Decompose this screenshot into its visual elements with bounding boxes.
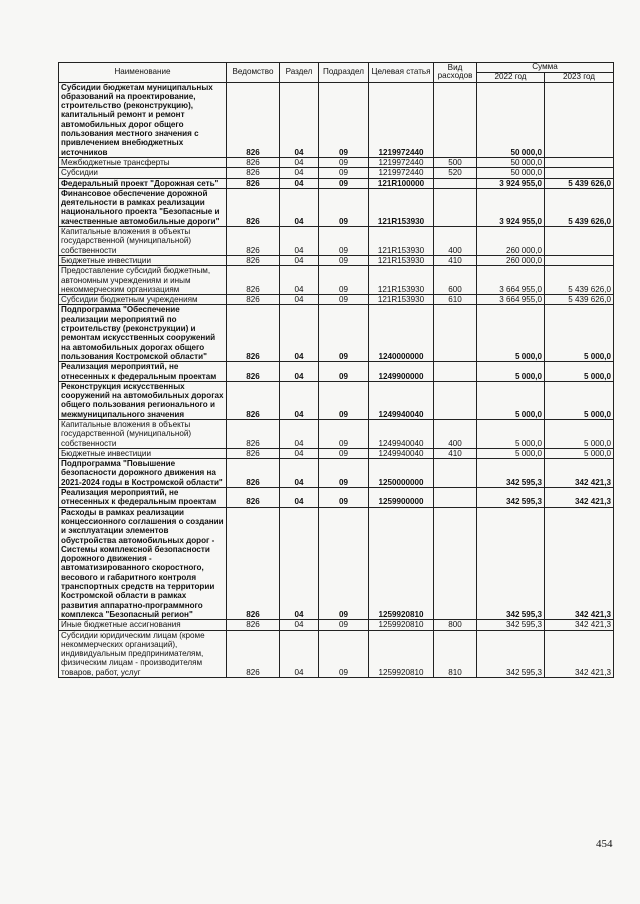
cell-target-article: 1249900000 <box>369 362 434 382</box>
cell-sum-2023 <box>545 255 614 265</box>
cell-ved: 826 <box>227 448 280 458</box>
cell-target-article: 1249940040 <box>369 448 434 458</box>
cell-sum-2022: 3 664 955,0 <box>477 295 545 305</box>
cell-ved: 826 <box>227 188 280 226</box>
cell-razdel: 04 <box>280 448 319 458</box>
cell-podrazdel: 09 <box>319 295 369 305</box>
cell-ved: 826 <box>227 419 280 448</box>
cell-podrazdel: 09 <box>319 488 369 508</box>
cell-razdel: 04 <box>280 227 319 256</box>
cell-razdel: 04 <box>280 419 319 448</box>
cell-sum-2022: 5 000,0 <box>477 362 545 382</box>
cell-expense-type <box>434 507 477 620</box>
cell-name: Субсидии бюджетам муниципальных образований на проектирование, строительство (реконструкцию), капитальный ремонт и ремонт автомобильных дорог общего пользования местного значения с привлечением внебюджетных источников <box>59 82 227 157</box>
cell-ved: 826 <box>227 459 280 488</box>
cell-sum-2023 <box>545 157 614 167</box>
cell-sum-2023 <box>545 227 614 256</box>
cell-sum-2023: 342 421,3 <box>545 620 614 630</box>
cell-expense-type <box>434 82 477 157</box>
cell-sum-2023: 5 000,0 <box>545 419 614 448</box>
cell-sum-2022: 50 000,0 <box>477 168 545 178</box>
header-target-article: Целевая статья <box>369 63 434 83</box>
cell-target-article: 1219972440 <box>369 82 434 157</box>
cell-name: Субсидии бюджетным учреждениям <box>59 295 227 305</box>
table-row <box>59 620 614 630</box>
cell-name: Финансовое обеспечение дорожной деятельности в рамках реализации национального проекта "Безопасные и качественные автомобильные дороги" <box>59 188 227 226</box>
table-row <box>59 381 614 419</box>
cell-target-article: 121R153930 <box>369 266 434 295</box>
table-row <box>59 227 614 256</box>
table-row <box>59 295 614 305</box>
cell-ved: 826 <box>227 381 280 419</box>
cell-sum-2022: 5 000,0 <box>477 448 545 458</box>
page-number: 454 <box>596 838 613 850</box>
cell-sum-2023: 5 439 626,0 <box>545 295 614 305</box>
cell-sum-2022: 5 000,0 <box>477 381 545 419</box>
cell-sum-2022: 3 924 955,0 <box>477 178 545 188</box>
cell-podrazdel: 09 <box>319 266 369 295</box>
cell-target-article: 1219972440 <box>369 168 434 178</box>
cell-sum-2022: 5 000,0 <box>477 419 545 448</box>
cell-sum-2023: 342 421,3 <box>545 488 614 508</box>
cell-name: Реализация мероприятий, не отнесенных к федеральным проектам <box>59 362 227 382</box>
cell-ved: 826 <box>227 178 280 188</box>
cell-expense-type: 410 <box>434 255 477 265</box>
cell-razdel: 04 <box>280 459 319 488</box>
cell-name: Иные бюджетные ассигнования <box>59 620 227 630</box>
table-row <box>59 157 614 167</box>
cell-sum-2022: 3 924 955,0 <box>477 188 545 226</box>
cell-ved: 826 <box>227 266 280 295</box>
cell-target-article: 1259900000 <box>369 488 434 508</box>
table-row <box>59 448 614 458</box>
cell-podrazdel: 09 <box>319 157 369 167</box>
cell-expense-type: 810 <box>434 630 477 677</box>
cell-target-article: 1259920810 <box>369 620 434 630</box>
cell-razdel: 04 <box>280 178 319 188</box>
cell-expense-type <box>434 488 477 508</box>
cell-target-article: 1249940040 <box>369 381 434 419</box>
cell-sum-2023: 5 000,0 <box>545 448 614 458</box>
table-row <box>59 630 614 677</box>
table-row <box>59 168 614 178</box>
cell-razdel: 04 <box>280 305 319 362</box>
cell-sum-2023: 342 421,3 <box>545 630 614 677</box>
cell-ved: 826 <box>227 227 280 256</box>
cell-expense-type <box>434 305 477 362</box>
cell-name: Бюджетные инвестиции <box>59 255 227 265</box>
cell-expense-type: 600 <box>434 266 477 295</box>
cell-name: Реконструкция искусственных сооружений на автомобильных дорогах общего пользования регионального и межмуниципального значения <box>59 381 227 419</box>
header-sum: Сумма <box>477 63 614 73</box>
cell-razdel: 04 <box>280 362 319 382</box>
cell-expense-type <box>434 188 477 226</box>
cell-target-article: 1250000000 <box>369 459 434 488</box>
cell-sum-2022: 50 000,0 <box>477 82 545 157</box>
cell-sum-2023 <box>545 82 614 157</box>
cell-expense-type: 400 <box>434 227 477 256</box>
cell-name: Субсидии <box>59 168 227 178</box>
cell-expense-type: 610 <box>434 295 477 305</box>
cell-expense-type: 410 <box>434 448 477 458</box>
cell-sum-2022: 342 595,3 <box>477 507 545 620</box>
table-row <box>59 362 614 382</box>
cell-podrazdel: 09 <box>319 188 369 226</box>
cell-name: Предоставление субсидий бюджетным, автономным учреждениям и иным некоммерческим организациям <box>59 266 227 295</box>
cell-sum-2022: 260 000,0 <box>477 255 545 265</box>
cell-expense-type <box>434 178 477 188</box>
cell-sum-2022: 260 000,0 <box>477 227 545 256</box>
cell-podrazdel: 09 <box>319 178 369 188</box>
cell-target-article: 1259920810 <box>369 630 434 677</box>
cell-name: Реализация мероприятий, не отнесенных к федеральным проектам <box>59 488 227 508</box>
cell-sum-2023 <box>545 168 614 178</box>
cell-ved: 826 <box>227 305 280 362</box>
cell-name: Расходы в рамках реализации концессионного соглашения о создании и эксплуатации элементов обустройства автомобильных дорог - Системы комплексной безопасности дорожного движения - автоматизированного скоростного, весового и габаритного контроля транспортных средств на территории Костромской области в рамках развития аппаратно-программного комплекса "Безопасный регион" <box>59 507 227 620</box>
cell-podrazdel: 09 <box>319 620 369 630</box>
cell-expense-type <box>434 381 477 419</box>
table-row <box>59 488 614 508</box>
cell-sum-2023: 5 439 626,0 <box>545 188 614 226</box>
cell-target-article: 121R153930 <box>369 227 434 256</box>
cell-sum-2022: 342 595,3 <box>477 459 545 488</box>
cell-razdel: 04 <box>280 255 319 265</box>
cell-ved: 826 <box>227 255 280 265</box>
cell-target-article: 1249940040 <box>369 419 434 448</box>
header-podrazdel: Подраздел <box>319 63 369 83</box>
cell-sum-2022: 342 595,3 <box>477 620 545 630</box>
cell-podrazdel: 09 <box>319 419 369 448</box>
cell-ved: 826 <box>227 507 280 620</box>
cell-ved: 826 <box>227 168 280 178</box>
cell-target-article: 121R153930 <box>369 295 434 305</box>
cell-podrazdel: 09 <box>319 459 369 488</box>
cell-sum-2023: 342 421,3 <box>545 507 614 620</box>
cell-podrazdel: 09 <box>319 362 369 382</box>
cell-name: Межбюджетные трансферты <box>59 157 227 167</box>
table-row <box>59 305 614 362</box>
cell-name: Субсидии юридическим лицам (кроме некоммерческих организаций), индивидуальным предпринимателям, физическим лицам - производителям товаров, работ, услуг <box>59 630 227 677</box>
cell-razdel: 04 <box>280 295 319 305</box>
cell-razdel: 04 <box>280 620 319 630</box>
cell-ved: 826 <box>227 620 280 630</box>
header-expense-type: Вид расходов <box>434 63 477 83</box>
header-name: Наименование <box>59 63 227 83</box>
cell-podrazdel: 09 <box>319 507 369 620</box>
cell-ved: 826 <box>227 362 280 382</box>
header-ved: Ведомство <box>227 63 280 83</box>
cell-razdel: 04 <box>280 266 319 295</box>
table-row <box>59 266 614 295</box>
cell-target-article: 121R153930 <box>369 188 434 226</box>
cell-sum-2022: 342 595,3 <box>477 488 545 508</box>
cell-sum-2023: 5 000,0 <box>545 381 614 419</box>
table-row <box>59 459 614 488</box>
table-row <box>59 507 614 620</box>
cell-razdel: 04 <box>280 488 319 508</box>
cell-sum-2023: 342 421,3 <box>545 459 614 488</box>
cell-name: Подпрограмма "Повышение безопасности дорожного движения на 2021-2024 годы в Костромской области" <box>59 459 227 488</box>
cell-ved: 826 <box>227 630 280 677</box>
table-row <box>59 255 614 265</box>
header-razdel: Раздел <box>280 63 319 83</box>
cell-sum-2022: 342 595,3 <box>477 630 545 677</box>
cell-podrazdel: 09 <box>319 255 369 265</box>
cell-target-article: 1240000000 <box>369 305 434 362</box>
cell-podrazdel: 09 <box>319 630 369 677</box>
cell-sum-2023: 5 439 626,0 <box>545 266 614 295</box>
cell-expense-type <box>434 459 477 488</box>
cell-podrazdel: 09 <box>319 381 369 419</box>
cell-target-article: 1219972440 <box>369 157 434 167</box>
cell-razdel: 04 <box>280 168 319 178</box>
table-row <box>59 82 614 157</box>
budget-table <box>58 62 614 678</box>
cell-sum-2022: 3 664 955,0 <box>477 266 545 295</box>
cell-expense-type: 520 <box>434 168 477 178</box>
cell-sum-2022: 5 000,0 <box>477 305 545 362</box>
cell-ved: 826 <box>227 82 280 157</box>
cell-razdel: 04 <box>280 82 319 157</box>
header-year-2022: 2022 год <box>477 73 545 83</box>
cell-expense-type: 800 <box>434 620 477 630</box>
cell-podrazdel: 09 <box>319 448 369 458</box>
cell-name: Федеральный проект "Дорожная сеть" <box>59 178 227 188</box>
cell-podrazdel: 09 <box>319 168 369 178</box>
cell-name: Капитальные вложения в объекты государственной (муниципальной) собственности <box>59 419 227 448</box>
cell-podrazdel: 09 <box>319 227 369 256</box>
table-row <box>59 188 614 226</box>
cell-target-article: 1259920810 <box>369 507 434 620</box>
header-year-2023: 2023 год <box>545 73 614 83</box>
cell-ved: 826 <box>227 488 280 508</box>
cell-expense-type: 400 <box>434 419 477 448</box>
cell-razdel: 04 <box>280 630 319 677</box>
cell-sum-2023: 5 000,0 <box>545 362 614 382</box>
cell-ved: 826 <box>227 157 280 167</box>
cell-sum-2023: 5 439 626,0 <box>545 178 614 188</box>
cell-name: Подпрограмма "Обеспечение реализации мероприятий по строительству (реконструкции) и ремонтам искусственных сооружений на автомобильных дорогах общего пользования Костромской области" <box>59 305 227 362</box>
table-row <box>59 419 614 448</box>
cell-ved: 826 <box>227 295 280 305</box>
cell-sum-2023: 5 000,0 <box>545 305 614 362</box>
cell-podrazdel: 09 <box>319 305 369 362</box>
cell-sum-2022: 50 000,0 <box>477 157 545 167</box>
cell-expense-type: 500 <box>434 157 477 167</box>
cell-razdel: 04 <box>280 507 319 620</box>
cell-name: Капитальные вложения в объекты государственной (муниципальной) собственности <box>59 227 227 256</box>
cell-target-article: 121R153930 <box>369 255 434 265</box>
cell-razdel: 04 <box>280 381 319 419</box>
cell-target-article: 121R100000 <box>369 178 434 188</box>
cell-razdel: 04 <box>280 157 319 167</box>
cell-name: Бюджетные инвестиции <box>59 448 227 458</box>
table-row <box>59 178 614 188</box>
cell-expense-type <box>434 362 477 382</box>
cell-podrazdel: 09 <box>319 82 369 157</box>
cell-razdel: 04 <box>280 188 319 226</box>
